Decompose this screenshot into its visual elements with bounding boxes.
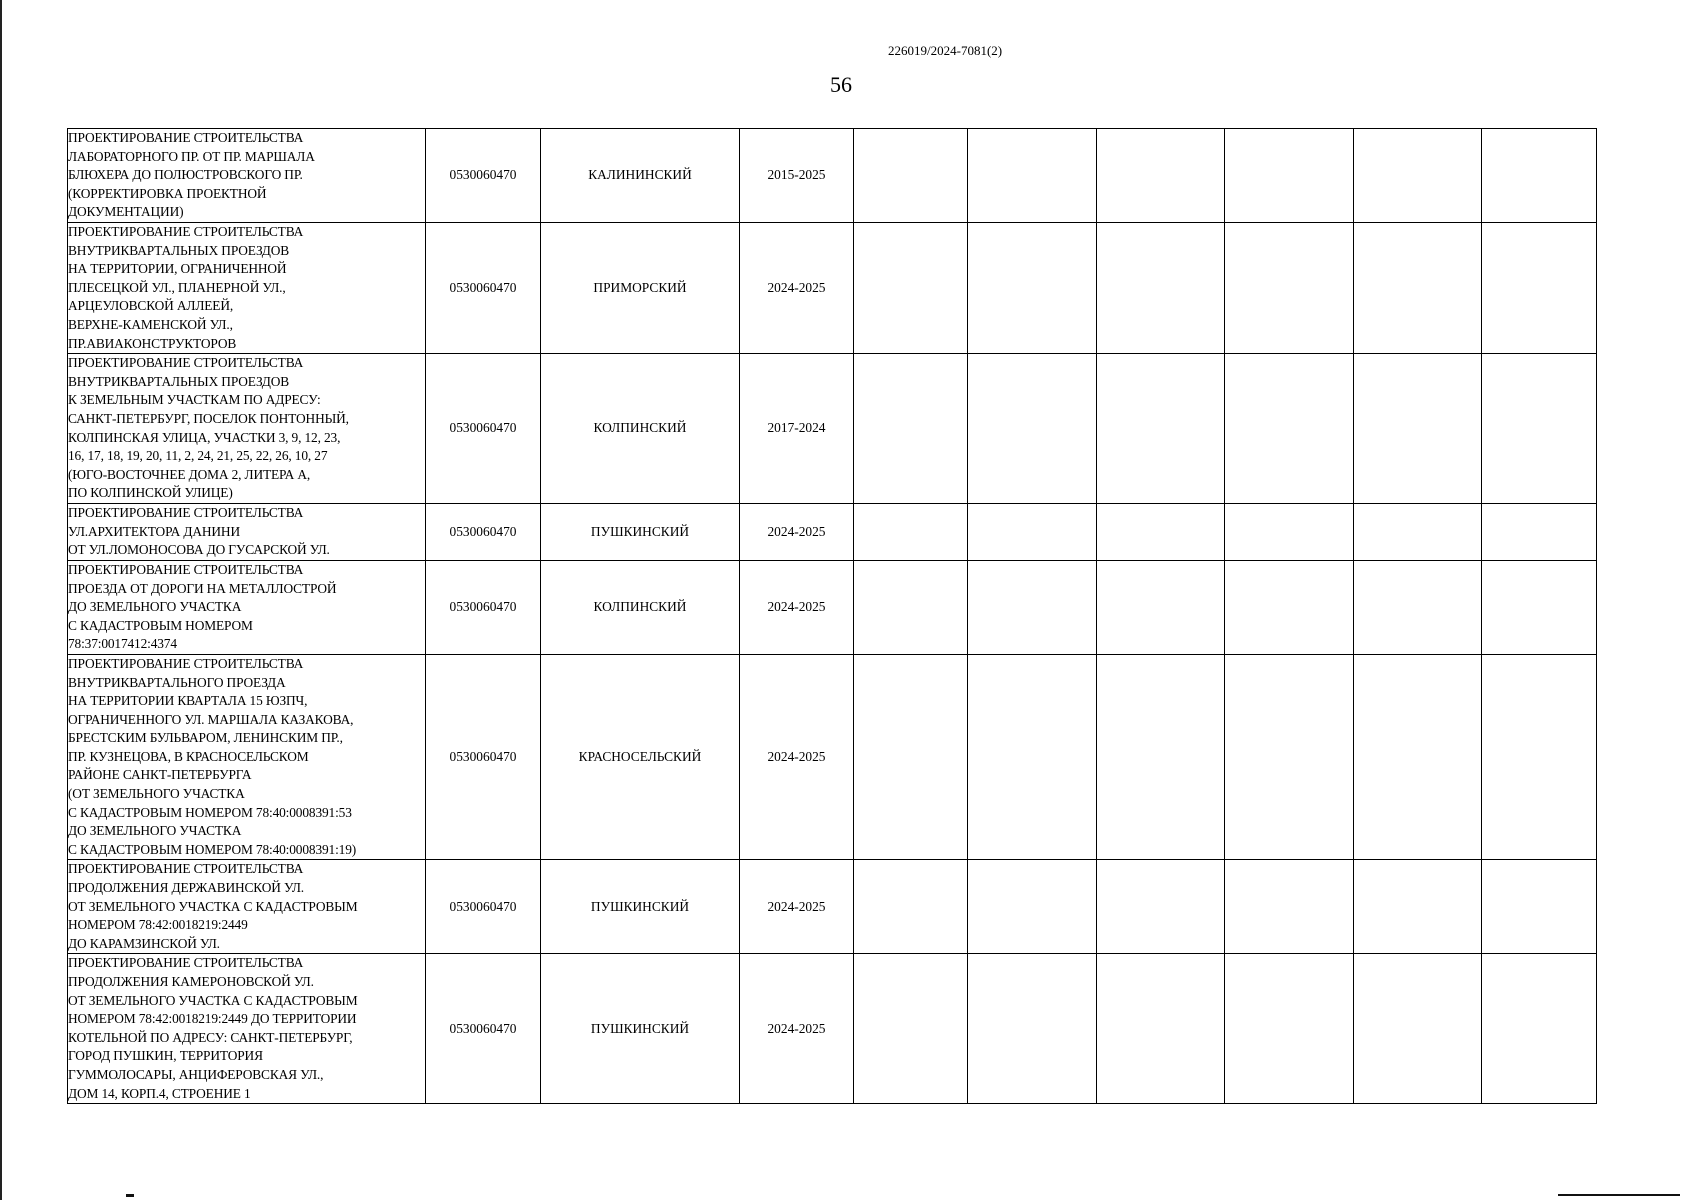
empty-cell <box>968 560 1097 654</box>
empty-cell <box>1097 954 1225 1104</box>
empty-cell <box>968 129 1097 223</box>
object-name-cell: ПРОЕКТИРОВАНИЕ СТРОИТЕЛЬСТВА ВНУТРИКВАРТАЛЬНЫХ ПРОЕЗДОВ К ЗЕМЕЛЬНЫМ УЧАСТКАМ ПО АДРЕСУ: САНКТ-ПЕТЕРБУРГ, ПОСЕЛОК ПОНТОННЫЙ, КОЛПИНСКАЯ УЛИЦА, УЧАСТКИ 3, 9, 12, 23, 16, 17, 18, 19, 20, 11, 2, 24, 21, 25, 22, 26, 10, 27 (ЮГО-ВОСТОЧНЕЕ ДОМА 2, ЛИТЕРА А, ПО КОЛПИНСКОЙ УЛИЦЕ) <box>68 354 426 504</box>
empty-cell <box>1482 654 1597 860</box>
object-name-cell: ПРОЕКТИРОВАНИЕ СТРОИТЕЛЬСТВА ВНУТРИКВАРТАЛЬНОГО ПРОЕЗДА НА ТЕРРИТОРИИ КВАРТАЛА 15 ЮЗПЧ, ОГРАНИЧЕННОГО УЛ. МАРШАЛА КАЗАКОВА, БРЕСТСКИМ БУЛЬВАРОМ, ЛЕНИНСКИМ ПР., ПР. КУЗНЕЦОВА, В КРАСНОСЕЛЬСКОМ РАЙОНЕ САНКТ-ПЕТЕРБУРГА (ОТ ЗЕМЕЛЬНОГО УЧАСТКА С КАДАСТРОВЫМ НОМЕРОМ 78:40:0008391:53 ДО ЗЕМЕЛЬНОГО УЧАСТКА С КАДАСТРОВЫМ НОМЕРОМ 78:40:0008391:19) <box>68 654 426 860</box>
table-row <box>68 954 1597 1104</box>
period-cell: 2024-2025 <box>740 223 854 354</box>
empty-cell <box>968 503 1097 560</box>
empty-cell <box>1225 223 1354 354</box>
scan-artifact <box>1558 1194 1680 1196</box>
empty-cell <box>854 503 968 560</box>
empty-cell <box>1354 954 1482 1104</box>
empty-cell <box>1097 503 1225 560</box>
empty-cell <box>1482 954 1597 1104</box>
period-cell: 2024-2025 <box>740 954 854 1104</box>
empty-cell <box>1482 354 1597 504</box>
district-cell: ПУШКИНСКИЙ <box>541 860 740 954</box>
scan-artifact <box>126 1194 134 1197</box>
object-name-cell: ПРОЕКТИРОВАНИЕ СТРОИТЕЛЬСТВА ПРОЕЗДА ОТ ДОРОГИ НА МЕТАЛЛОСТРОЙ ДО ЗЕМЕЛЬНОГО УЧАСТКА С КАДАСТРОВЫМ НОМЕРОМ 78:37:0017412:4374 <box>68 560 426 654</box>
period-cell: 2015-2025 <box>740 129 854 223</box>
empty-cell <box>1225 129 1354 223</box>
empty-cell <box>1225 354 1354 504</box>
table-row <box>68 354 1597 504</box>
empty-cell <box>1354 354 1482 504</box>
district-cell: КОЛПИНСКИЙ <box>541 354 740 504</box>
table-row <box>68 860 1597 954</box>
code-cell: 0530060470 <box>426 503 541 560</box>
object-name-cell: ПРОЕКТИРОВАНИЕ СТРОИТЕЛЬСТВА ПРОДОЛЖЕНИЯ ДЕРЖАВИНСКОЙ УЛ. ОТ ЗЕМЕЛЬНОГО УЧАСТКА С КАДАСТРОВЫМ НОМЕРОМ 78:42:0018219:2449 ДО КАРАМЗИНСКОЙ УЛ. <box>68 860 426 954</box>
code-cell: 0530060470 <box>426 560 541 654</box>
district-cell: КОЛПИНСКИЙ <box>541 560 740 654</box>
empty-cell <box>854 860 968 954</box>
period-cell: 2024-2025 <box>740 860 854 954</box>
code-cell: 0530060470 <box>426 860 541 954</box>
empty-cell <box>1482 503 1597 560</box>
empty-cell <box>1354 860 1482 954</box>
empty-cell <box>1225 503 1354 560</box>
empty-cell <box>1225 954 1354 1104</box>
empty-cell <box>968 860 1097 954</box>
empty-cell <box>854 654 968 860</box>
empty-cell <box>854 954 968 1104</box>
empty-cell <box>1354 223 1482 354</box>
code-cell: 0530060470 <box>426 654 541 860</box>
empty-cell <box>1097 354 1225 504</box>
object-name-cell: ПРОЕКТИРОВАНИЕ СТРОИТЕЛЬСТВА УЛ.АРХИТЕКТОРА ДАНИНИ ОТ УЛ.ЛОМОНОСОВА ДО ГУСАРСКОЙ УЛ. <box>68 503 426 560</box>
object-name-cell: ПРОЕКТИРОВАНИЕ СТРОИТЕЛЬСТВА ВНУТРИКВАРТАЛЬНЫХ ПРОЕЗДОВ НА ТЕРРИТОРИИ, ОГРАНИЧЕННОЙ ПЛЕСЕЦКОЙ УЛ., ПЛАНЕРНОЙ УЛ., АРЦЕУЛОВСКОЙ АЛЛЕЕЙ, ВЕРХНЕ-КАМЕНСКОЙ УЛ., ПР.АВИАКОНСТРУКТОРОВ <box>68 223 426 354</box>
district-cell: КРАСНОСЕЛЬСКИЙ <box>541 654 740 860</box>
empty-cell <box>1354 503 1482 560</box>
empty-cell <box>1225 654 1354 860</box>
table-row <box>68 654 1597 860</box>
period-cell: 2024-2025 <box>740 654 854 860</box>
table-row <box>68 223 1597 354</box>
code-cell: 0530060470 <box>426 354 541 504</box>
empty-cell <box>1225 860 1354 954</box>
empty-cell <box>1097 654 1225 860</box>
table-row <box>68 129 1597 223</box>
code-cell: 0530060470 <box>426 223 541 354</box>
empty-cell <box>1354 560 1482 654</box>
district-cell: ПУШКИНСКИЙ <box>541 503 740 560</box>
empty-cell <box>854 129 968 223</box>
empty-cell <box>1482 860 1597 954</box>
empty-cell <box>1097 129 1225 223</box>
table-row <box>68 560 1597 654</box>
district-cell: КАЛИНИНСКИЙ <box>541 129 740 223</box>
code-cell: 0530060470 <box>426 129 541 223</box>
page-number: 56 <box>830 72 852 97</box>
page-edge <box>0 0 2 1200</box>
empty-cell <box>968 654 1097 860</box>
empty-cell <box>1482 223 1597 354</box>
empty-cell <box>1482 129 1597 223</box>
empty-cell <box>968 954 1097 1104</box>
empty-cell <box>1097 560 1225 654</box>
empty-cell <box>854 223 968 354</box>
district-cell: ПРИМОРСКИЙ <box>541 223 740 354</box>
objects-table <box>67 128 1597 1104</box>
district-cell: ПУШКИНСКИЙ <box>541 954 740 1104</box>
empty-cell <box>968 223 1097 354</box>
empty-cell <box>1097 223 1225 354</box>
empty-cell <box>968 354 1097 504</box>
empty-cell <box>1225 560 1354 654</box>
object-name-cell: ПРОЕКТИРОВАНИЕ СТРОИТЕЛЬСТВА ПРОДОЛЖЕНИЯ КАМЕРОНОВСКОЙ УЛ. ОТ ЗЕМЕЛЬНОГО УЧАСТКА С КАДАСТРОВЫМ НОМЕРОМ 78:42:0018219:2449 ДО ТЕРРИТОРИИ КОТЕЛЬНОЙ ПО АДРЕСУ: САНКТ-ПЕТЕРБУРГ, ГОРОД ПУШКИН, ТЕРРИТОРИЯ ГУММОЛОСАРЫ, АНЦИФЕРОВСКАЯ УЛ., ДОМ 14, КОРП.4, СТРОЕНИЕ 1 <box>68 954 426 1104</box>
empty-cell <box>854 560 968 654</box>
table-row <box>68 503 1597 560</box>
code-cell: 0530060470 <box>426 954 541 1104</box>
period-cell: 2024-2025 <box>740 503 854 560</box>
empty-cell <box>1482 560 1597 654</box>
period-cell: 2017-2024 <box>740 354 854 504</box>
object-name-cell: ПРОЕКТИРОВАНИЕ СТРОИТЕЛЬСТВА ЛАБОРАТОРНОГО ПР. ОТ ПР. МАРШАЛА БЛЮХЕРА ДО ПОЛЮСТРОВСКОГО ПР. (КОРРЕКТИРОВКА ПРОЕКТНОЙ ДОКУМЕНТАЦИИ) <box>68 129 426 223</box>
empty-cell <box>1354 654 1482 860</box>
empty-cell <box>854 354 968 504</box>
empty-cell <box>1354 129 1482 223</box>
document-number: 226019/2024-7081(2) <box>888 43 1003 58</box>
period-cell: 2024-2025 <box>740 560 854 654</box>
empty-cell <box>1097 860 1225 954</box>
